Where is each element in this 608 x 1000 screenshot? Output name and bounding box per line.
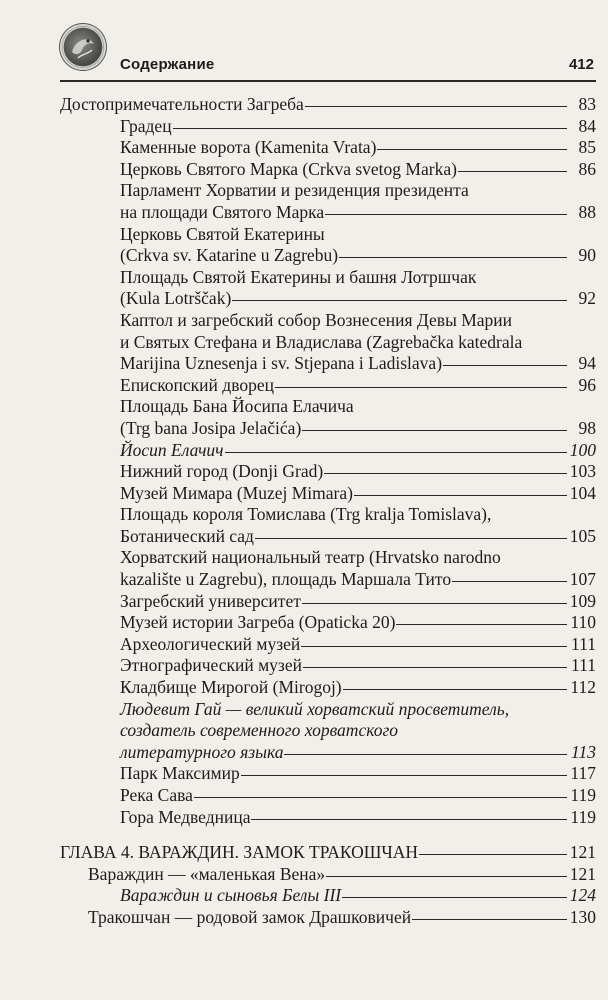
section-gap — [0, 828, 608, 842]
leader-line — [412, 919, 567, 920]
leader-line — [354, 495, 567, 496]
toc-entry-text: Площадь Святой Екатерины и башня Лотршчак — [120, 266, 477, 287]
toc-entry-text: Градец — [120, 115, 172, 136]
toc-entry-text: Marijina Uznesenja i sv. Stjepana i Ladislava) — [120, 353, 443, 374]
toc-entry[interactable] — [120, 461, 596, 483]
leader-line — [326, 876, 567, 877]
leader-line — [284, 754, 567, 755]
toc-entry[interactable] — [88, 907, 596, 929]
toc-entry[interactable] — [120, 885, 596, 907]
toc-page-number: 119 — [570, 806, 596, 827]
leader-line — [458, 171, 567, 172]
toc-page-number: 88 — [578, 201, 596, 222]
toc-page-number: 98 — [578, 417, 596, 438]
toc-page-number: 86 — [578, 158, 596, 179]
toc-entry[interactable] — [60, 94, 596, 116]
toc-entry-text: Вараждин и сыновья Белы III — [120, 885, 342, 906]
toc-entry[interactable] — [120, 699, 596, 764]
toc-page-number: 109 — [569, 590, 596, 611]
toc-entry-text: литературного языка — [120, 741, 284, 762]
toc-entry-text: kazalište u Zagrebu), площадь Маршала Тито — [120, 569, 452, 590]
toc-page-number: 85 — [578, 137, 596, 158]
toc-entry-text: Каменные ворота (Kamenita Vrata) — [120, 137, 377, 158]
leader-line — [194, 797, 567, 798]
toc-entry-text: Река Сава — [120, 785, 193, 805]
toc-page-number: 121 — [569, 842, 596, 863]
leader-line — [303, 667, 567, 668]
toc-entry-text: Йосип Елачич — [120, 439, 224, 460]
toc-entry-text: Музей истории Загреба (Opaticka 20) — [120, 612, 396, 633]
toc-entry[interactable] — [120, 785, 596, 807]
toc-entry[interactable] — [120, 547, 596, 590]
toc-entry[interactable] — [120, 310, 596, 375]
toc-entry-text: (Kula Lotrščak) — [120, 288, 232, 309]
toc-entry[interactable] — [120, 224, 596, 267]
toc-entry-text: Площадь Бана Йосипа Елачича — [120, 396, 354, 417]
toc-entry-text: Археологический музей — [120, 633, 301, 654]
leader-line — [324, 473, 567, 474]
toc-page-number: 124 — [569, 885, 596, 906]
leader-line — [251, 819, 567, 820]
leader-line — [302, 430, 567, 431]
toc-entry[interactable] — [120, 396, 596, 439]
leader-line — [255, 538, 567, 539]
leader-line — [339, 257, 567, 258]
toc-entry[interactable] — [60, 842, 596, 864]
toc-entry-text: Загребский университет — [120, 590, 301, 611]
toc-entry-text: на площади Святого Марка — [120, 201, 325, 222]
leader-line — [241, 775, 567, 776]
toc-entry-text: Гора Медведница — [120, 806, 251, 827]
leader-line — [232, 300, 567, 301]
toc-entry-text: Вараждин — «маленькая Вена» — [88, 863, 326, 884]
toc-page-number: 113 — [571, 741, 596, 762]
toc-entry[interactable] — [120, 267, 596, 310]
toc-entry-text: Людевит Гай — великий хорватский просветитель, — [120, 698, 510, 719]
toc-entry[interactable] — [88, 864, 596, 886]
toc-page-number: 100 — [569, 439, 596, 460]
toc-entry[interactable] — [120, 375, 596, 397]
toc-entry-text: Этнографический музей — [120, 655, 302, 676]
toc-entry-text: Каптол и загребский собор Вознесения Девы Марии — [120, 309, 513, 330]
toc-entry[interactable] — [120, 763, 596, 785]
toc-entry-text: Кладбище Мирогой (Mirogoj) — [120, 677, 342, 698]
toc-page-number: 107 — [569, 569, 596, 590]
leader-line — [325, 214, 567, 215]
toc-entry-text: (Crkva sv. Katarine u Zagrebu) — [120, 245, 339, 266]
leader-line — [443, 365, 567, 366]
toc-entry-text: Ботанический сад — [120, 525, 254, 546]
toc-entry-text: Церковь Святого Марка (Crkva svetog Marka) — [120, 158, 457, 179]
header-divider — [60, 80, 596, 82]
toc-page-number: 94 — [578, 353, 596, 374]
toc-entry-text: Музей Мимара (Muzej Mimara) — [120, 482, 353, 503]
toc-page-number: 130 — [569, 906, 596, 927]
running-header-title: Содержание — [120, 56, 215, 73]
leader-line — [302, 603, 567, 604]
toc-page-number: 84 — [578, 115, 596, 136]
toc-page-number: 111 — [571, 655, 596, 676]
toc-page-number: 104 — [569, 482, 596, 503]
toc-page-number: 117 — [570, 763, 596, 784]
toc-page-number: 121 — [569, 863, 596, 884]
toc-entry-text: Нижний город (Donji Grad) — [120, 461, 324, 482]
toc-page-number: 96 — [578, 374, 596, 395]
toc-entry-text: Парк Максимир — [120, 763, 240, 784]
toc-entry[interactable] — [120, 137, 596, 159]
toc-entry[interactable] — [120, 483, 596, 505]
toc-entry[interactable] — [120, 807, 596, 829]
toc-entry[interactable] — [120, 612, 596, 634]
toc-page-number: 110 — [570, 612, 596, 633]
leader-line — [343, 689, 567, 690]
leader-line — [225, 452, 567, 453]
leader-line — [275, 387, 567, 388]
toc-entry[interactable] — [120, 591, 596, 613]
toc-entry-text: Тракошчан — родовой замок Драшковичей — [88, 906, 412, 927]
toc-entry-text: Епископский дворец — [120, 374, 274, 395]
toc-entry[interactable] — [120, 116, 596, 138]
toc-page-number: 105 — [569, 525, 596, 546]
toc-entry-text: Площадь короля Томислава (Trg kralja Tomislava), — [120, 504, 492, 525]
toc-entry[interactable] — [120, 504, 596, 547]
publisher-logo-icon — [60, 24, 106, 70]
toc-entry[interactable] — [120, 634, 596, 656]
toc-page-number: 92 — [578, 288, 596, 309]
toc-page-number: 103 — [569, 461, 596, 482]
toc-entry[interactable] — [120, 180, 596, 223]
leader-line — [377, 149, 567, 150]
leader-line — [305, 106, 567, 107]
toc-page-number: 90 — [578, 245, 596, 266]
toc-entry[interactable] — [120, 677, 596, 699]
toc-entry-text: Хорватский национальный театр (Hrvatsko narodno — [120, 547, 501, 568]
toc-entry-text: и Святых Стефана и Владислава (Zagrebačka katedrala — [120, 331, 523, 352]
leader-line — [452, 581, 567, 582]
leader-line — [301, 646, 567, 647]
leader-line — [419, 854, 567, 855]
page-number: 412 — [568, 56, 594, 73]
toc-entry-text: ГЛАВА 4. ВАРАЖДИН. ЗАМОК ТРАКОШЧАН — [60, 842, 419, 863]
toc-page-number: 83 — [578, 94, 596, 114]
leader-line — [396, 624, 567, 625]
toc-page-number: 111 — [571, 633, 596, 654]
toc-entry[interactable] — [120, 159, 596, 181]
toc-entry[interactable] — [120, 440, 596, 462]
leader-line — [173, 128, 567, 129]
toc-entry-text: Достопримечательности Загреба — [60, 94, 304, 114]
toc-entry-text: создатель современного хорватского — [120, 720, 399, 741]
toc-page-number: 119 — [570, 785, 596, 805]
toc-entry-text: (Trg bana Josipa Jelačića) — [120, 417, 302, 438]
table-of-contents — [0, 94, 608, 929]
toc-page-number: 112 — [570, 677, 596, 698]
toc-entry-text: Парламент Хорватии и резиденция президента — [120, 180, 469, 201]
toc-entry[interactable] — [120, 655, 596, 677]
toc-entry-text: Церковь Святой Екатерины — [120, 223, 325, 244]
leader-line — [342, 897, 567, 898]
